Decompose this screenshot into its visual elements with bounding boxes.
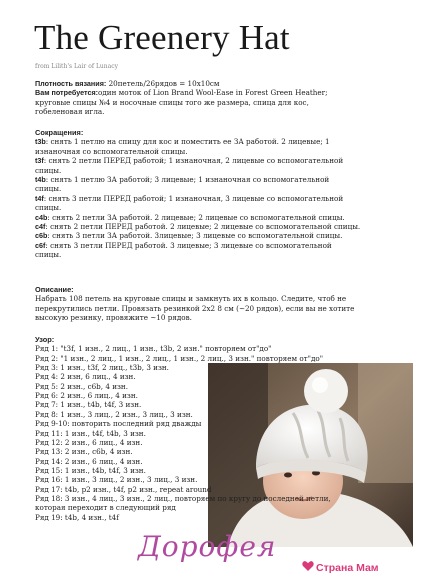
pattern-row: которая переходит в следующий ряд — [35, 503, 176, 513]
abbr-text-cont: спицы. — [35, 250, 62, 260]
pattern-row: Ряд 1: "t3f, 1 изн., 2 лиц., 1 изн., t3b, 2 изн." повторяем от"до" — [35, 344, 272, 354]
pattern-row: Ряд 14: 2 изн., 6 лиц., 4 изн. — [35, 456, 143, 466]
pattern-row: Ряд 9-10: повторить последний ряд дважды — [35, 419, 202, 429]
pattern-row: Ряд 17: t4b, p2 изн., t4f, p2 изн., repeat around — [35, 484, 212, 494]
pattern-row: Ряд 5: 2 изн., c6b, 4 изн. — [35, 381, 128, 391]
abbr-key: t4b — [35, 175, 46, 185]
heart-icon — [302, 560, 314, 572]
pattern-row: Ряд 12: 2 изн., 6 лиц., 4 изн. — [35, 437, 143, 447]
abbr-key: c6b — [35, 231, 48, 241]
pattern-row: Ряд 13: 2 изн., c6b, 4 изн. — [35, 447, 133, 457]
pattern-row: Ряд 4: 2 изн, 6 лиц., 4 изн. — [35, 372, 136, 382]
pattern-row: Ряд 11: 1 изн., t4f, t4b, 3 изн. — [35, 428, 146, 438]
abbr-text-cont: изнаночная со вспомогательной спицы. — [35, 146, 188, 156]
materials-label: Вам потребуется: — [35, 88, 99, 98]
abbr-text-cont: спицы. — [35, 184, 62, 194]
abbreviations-heading: Сокращения: — [35, 128, 84, 137]
abbr-key: t3f — [35, 156, 44, 166]
pattern-row: Ряд 18: 3 изн., 4 лиц., 3 изн., 2 лиц., повторяем по кругу до последней петли, — [35, 493, 331, 503]
abbr-text: : снять 3 петли ПЕРЕД работой. 3 лицевые; 3 лицевые со вспомогательной — [45, 240, 332, 250]
gauge-section — [35, 79, 395, 117]
pattern-row: Ряд 2: "1 изн., 2 лиц., 1 изн., 2 лиц., 1 изн., 2 лиц., 3 изн." повторяем от"до" — [35, 353, 324, 363]
abbr-text: : снять 3 петли ЗА работой. 3лицевые; 3 лицевые со вспомогательной спицы. — [47, 231, 343, 241]
description-heading: Описание: — [35, 285, 74, 294]
pattern-row: Ряд 7: 1 изн., t4b, t4f, 3 изн. — [35, 400, 142, 410]
materials-line-3: гобеленовая игла. — [35, 107, 105, 117]
abbreviations-section — [35, 128, 395, 260]
gauge-text: 20петель/26рядов = 10х10см — [106, 79, 220, 88]
abbr-text: : снять 2 петли ЗА работой. 2 лицевые; 2 лицевые со вспомогательной спицы. — [47, 212, 345, 222]
abbr-text: : снять 1 петлю на спицу для кос и поместить ее ЗА работой. 2 лицевые; 1 — [45, 137, 330, 147]
description-section — [35, 285, 395, 323]
gauge-label: Плотность вязания: — [35, 79, 107, 88]
abbr-key: c4f — [35, 222, 46, 232]
description-line-1: Набрать 108 петель на круговые спицы и замкнуть их в кольцо. Следите, чтоб не — [35, 294, 347, 304]
dorofeya-logo: Дорофея — [138, 530, 277, 563]
abbr-text-cont: спицы. — [35, 165, 62, 175]
abbr-key: c6f — [35, 240, 46, 250]
abbr-key: c4b — [35, 212, 48, 222]
abbr-text-cont: спицы. — [35, 203, 62, 213]
pattern-row: Ряд 19: t4b, 4 изн., t4f — [35, 512, 119, 522]
pattern-section — [35, 335, 423, 522]
abbr-key: t3b — [35, 137, 46, 147]
pattern-row: Ряд 15: 1 изн., t4b, t4f, 3 изн. — [35, 465, 146, 475]
pattern-heading: Узор: — [35, 335, 55, 344]
description-line-2: перекрутились петли. Провязать резинкой 2х2 8 см (~20 рядов), если вы не хотите — [35, 303, 355, 313]
materials-line-2: круговые спицы №4 и носочные спицы того же размера, спица для кос, — [35, 97, 309, 107]
abbr-key: t4f — [35, 193, 44, 203]
materials-line-1: один моток of Lion Brand Wool-Ease in Forest Green Heather; — [98, 88, 328, 98]
page-title: The Greenery Hat — [34, 18, 290, 57]
strana-mam-logo: Страна Мам — [316, 562, 379, 574]
page-subtitle: from Lilith's Lair of Lunacy — [35, 63, 118, 70]
abbr-text: : снять 2 петли ПЕРЕД работой; 1 изнаночная, 2 лицевые со вспомогательной — [43, 156, 344, 166]
pattern-row: Ряд 6: 2 изн., 6 лиц., 4 изн. — [35, 391, 138, 401]
pattern-row: Ряд 16: 1 изн., 3 лиц., 2 изн., 3 лиц., 3 изн. — [35, 475, 198, 485]
pattern-row: Ряд 8: 1 изн., 3 лиц., 2 изн., 3 лиц., 3 изн. — [35, 409, 193, 419]
abbr-text: : снять 2 петли ПЕРЕД работой. 2 лицевые; 2 лицевые со вспомогательной спицы. — [45, 222, 361, 232]
abbr-text: : снять 3 петли ПЕРЕД работой; 1 изнаночная, 3 лицевые со вспомогательной — [43, 193, 344, 203]
description-line-3: высокую резинку, провяжите ~10 рядов. — [35, 313, 192, 323]
pattern-row: Ряд 3: 1 изн., t3f, 2 лиц., t3b, 3 изн. — [35, 363, 169, 373]
abbr-text: : снять 1 петлю ЗА работой; 3 лицевые; 1 изнаночная со вспомогательной — [45, 175, 330, 185]
